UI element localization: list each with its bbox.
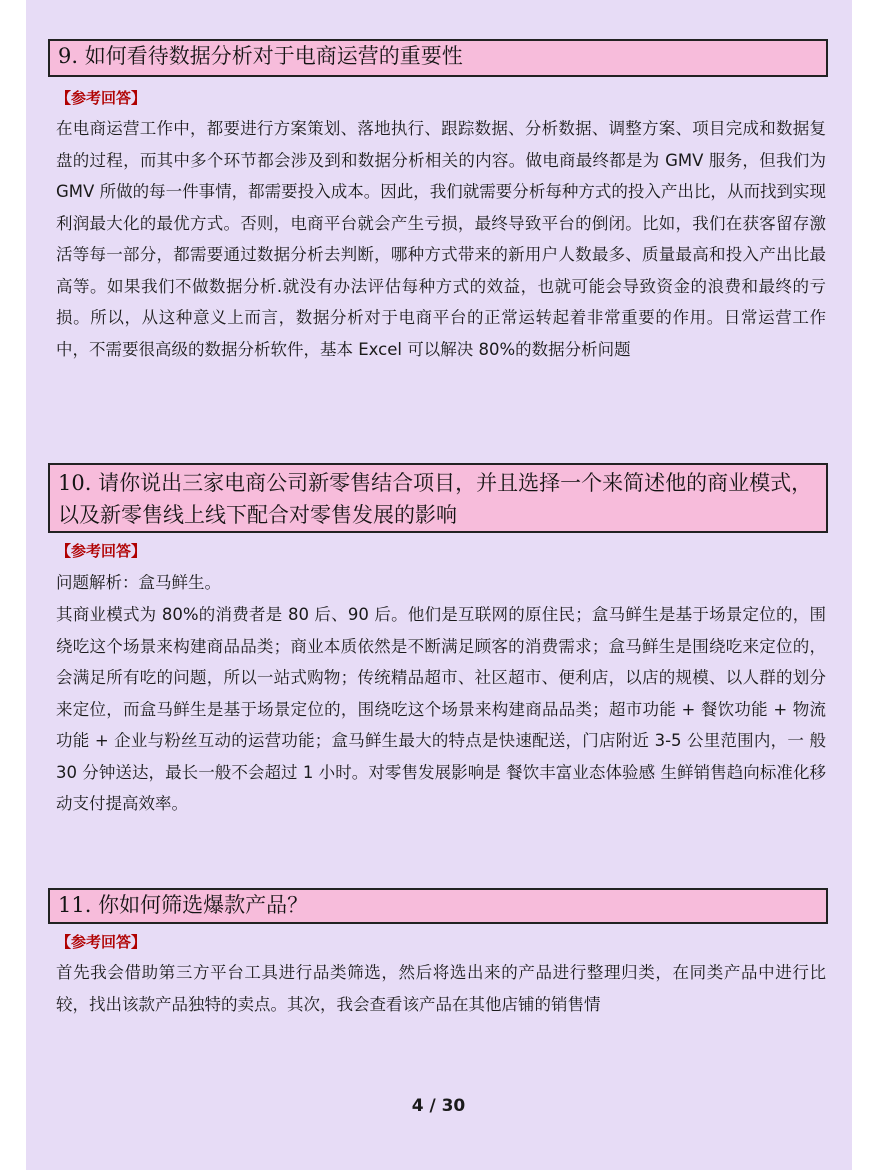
question-11-answer-tag: 【参考回答】 [56, 933, 147, 951]
question-9-answer-text: 在电商运营工作中，都要进行方案策划、落地执行、跟踪数据、分析数据、调整方案、项目完成和数据复盘的过程，而其中多个环节都会涉及到和数据分析相关的内容。做电商最终都是为 GMV 服务，但我们为 GMV 所做的每一件事情，都需要投入成本。因此，我们就需要分析每种方式的投入产出比，从而找到实现利润最大化的最优方式。否则，电商平台就会产生亏损，最终导致平台的倒闭。比如，我们在获客留存激活等每一部分，都需要通过数据分析去判断，哪种方式带来的新用户人数最多、质量最高和投入产出比最高等。如果我们不做数据分析.就没有办法评估每种方式的效益，也就可能会导致资金的浪费和最终的亏损。所以，从这种意义上而言，数据分析对于电商平台的正常运转起着非常重要的作用。日常运营工作中，不需要很高级的数据分析软件，基本 Excel 可以解决 80%的数据分析问题 [56, 119, 826, 359]
question-9-title: 9. 如何看待数据分析对于电商运营的重要性 [48, 39, 828, 77]
question-10-answer-text: 其商业模式为 80%的消费者是 80 后、90 后。他们是互联网的原住民；盒马鲜生是基于场景定位的，围绕吃这个场景来构建商品品类；商业本质依然是不断满足顾客的消费需求；盒马鲜生是围绕吃来定位的，会满足所有吃的问题，所以一站式购物；传统精品超市、社区超市、便利店，以店的规模、以人群的划分来定位，而盒马鲜生是基于场景定位的，围绕吃这个场景来构建商品品类；超市功能 + 餐饮功能 + 物流功能 + 企业与粉丝互动的运营功能；盒马鲜生最大的特点是快速配送，门店附近 3-5 公里范围内，一 般 30 分钟送达，最长一般不会超过 1 小时。对零售发展影响是 餐饮丰富业态体验感 生鲜销售趋向标准化移动支付提高效率。 [56, 605, 826, 813]
page-number: 4 / 30 [411, 1096, 466, 1116]
question-9-answer-tag: 【参考回答】 [56, 89, 147, 107]
question-11-title: 11. 你如何筛选爆款产品？ [48, 888, 828, 924]
question-10-answer-tag: 【参考回答】 [56, 542, 147, 560]
question-10-answer-intro: 问题解析：盒马鲜生。 [56, 573, 221, 592]
question-11-answer-text: 首先我会借助第三方平台工具进行品类筛选，然后将选出来的产品进行整理归类，在同类产品中进行比较，找出该款产品独特的卖点。其次，我会查看该产品在其他店铺的销售情 [56, 963, 826, 1014]
question-10-title: 10. 请你说出三家电商公司新零售结合项目，并且选择一个来简述他的商业模式，以及新零售线上线下配合对零售发展的影响 [48, 463, 828, 533]
